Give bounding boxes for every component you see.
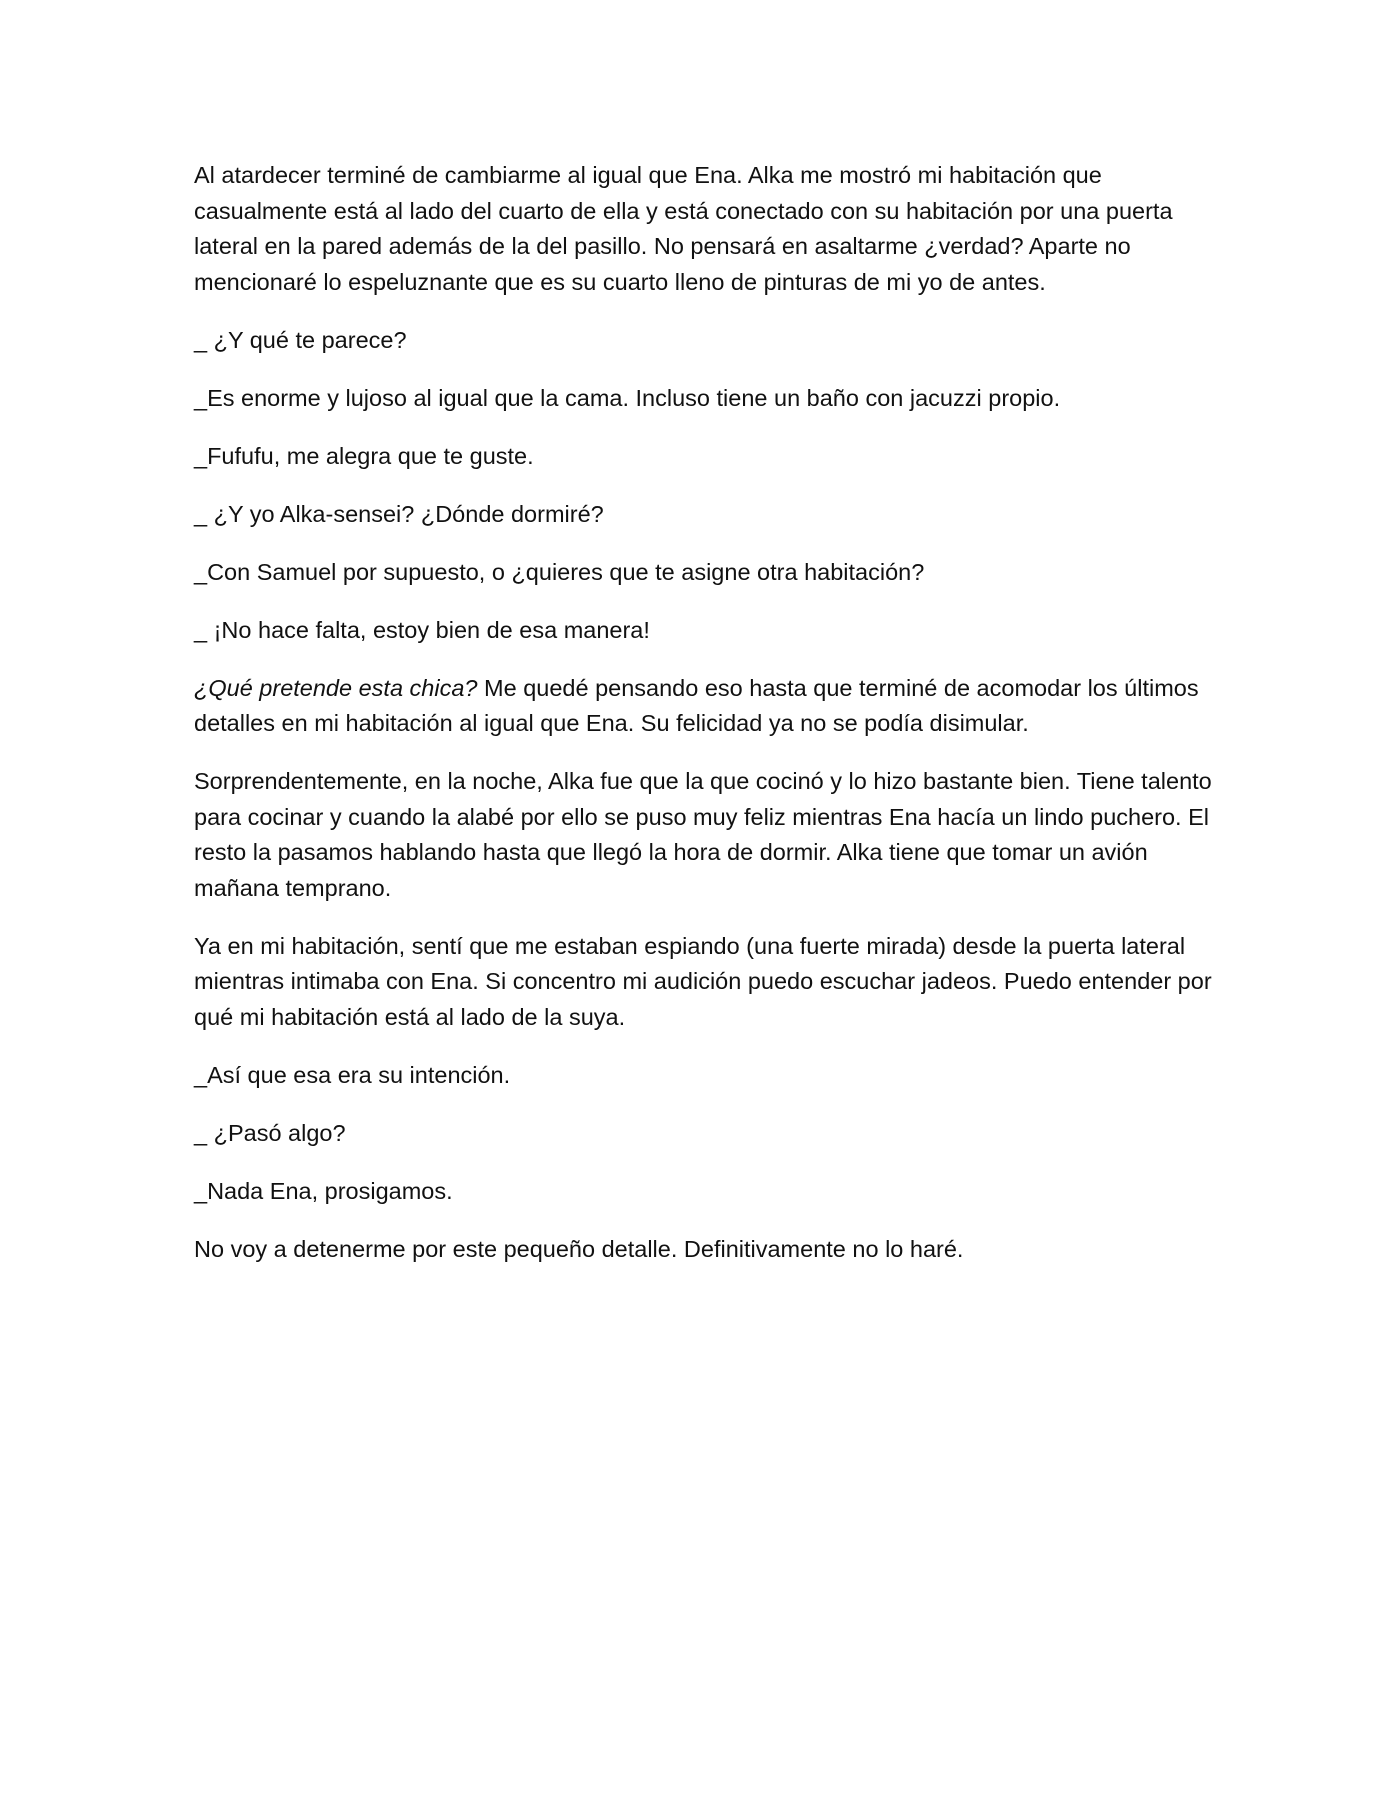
dialogue-line-3: _Fufufu, me alegra que te guste.: [194, 442, 534, 469]
paragraph-narration-2: [194, 671, 1214, 742]
dialogue-line-8: _ ¿Pasó algo?: [194, 1119, 346, 1146]
paragraph-narration-1: Al atardecer terminé de cambiarme al igual que Ena. Alka me mostró mi habitación que casualmente está al lado del cuarto de ella y está conectado con su habitación por una puerta lateral en la pared además de la del pasillo. No pensará en asaltarme ¿verdad? Aparte no mencionaré lo espeluznante que es su cuarto lleno de pinturas de mi yo de antes.: [194, 162, 1173, 295]
dialogue-line-1: _ ¿Y qué te parece?: [194, 326, 407, 353]
dialogue-line-2: _Es enorme y lujoso al igual que la cama. Incluso tiene un baño con jacuzzi propio.: [194, 384, 1061, 411]
paragraph-closing: No voy a detenerme por este pequeño detalle. Definitivamente no lo haré.: [194, 1235, 964, 1262]
paragraph-narration-2-text: Me quedé pensando eso hasta que terminé de acomodar los últimos detalles en mi habitación al igual que Ena. Su felicidad ya no se podía disimular.: [194, 674, 1199, 736]
dialogue-line-5: _Con Samuel por supuesto, o ¿quieres que te asigne otra habitación?: [194, 558, 925, 585]
italic-thought: ¿Qué pretende esta chica?: [194, 674, 478, 701]
dialogue-line-7: _Así que esa era su intención.: [194, 1061, 511, 1088]
document-body: [194, 158, 1214, 1290]
paragraph-narration-3: Sorprendentemente, en la noche, Alka fue que la que cocinó y lo hizo bastante bien. Tiene talento para cocinar y cuando la alabé por ello se puso muy feliz mientras Ena hacía un lindo puchero. El resto la pasamos hablando hasta que llegó la hora de dormir. Alka tiene que tomar un avión mañana temprano.: [194, 768, 1212, 901]
dialogue-line-9: _Nada Ena, prosigamos.: [194, 1177, 453, 1204]
dialogue-line-4: _ ¿Y yo Alka-sensei? ¿Dónde dormiré?: [194, 500, 604, 527]
paragraph-narration-4: Ya en mi habitación, sentí que me estaban espiando (una fuerte mirada) desde la puerta lateral mientras intimaba con Ena. Si concentro mi audición puedo escuchar jadeos. Puedo entender por qué mi habitación está al lado de la suya.: [194, 932, 1212, 1030]
dialogue-line-6: _ ¡No hace falta, estoy bien de esa manera!: [194, 616, 650, 643]
